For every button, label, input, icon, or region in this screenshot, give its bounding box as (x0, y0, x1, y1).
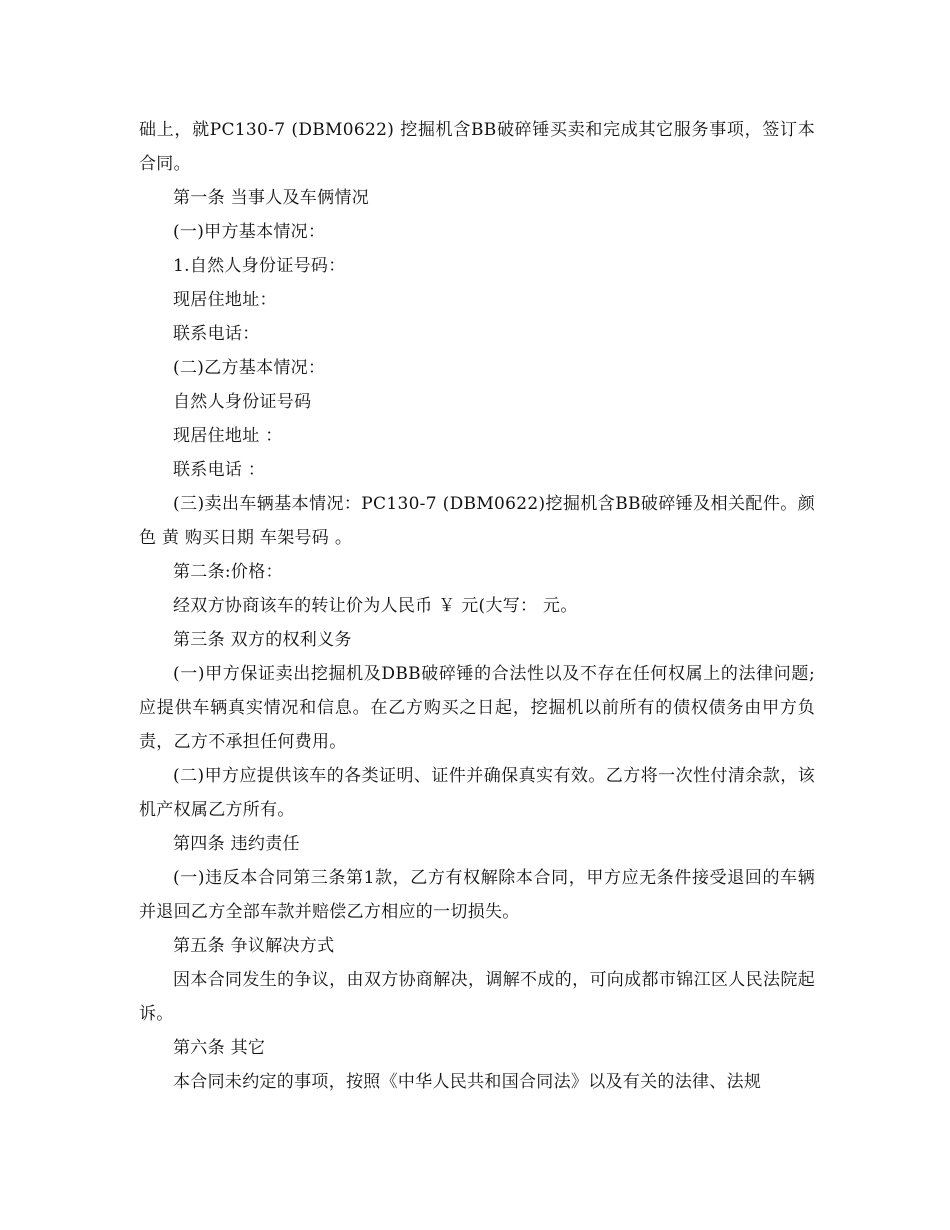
party-b-phone: 联系电话 ： (173, 460, 266, 480)
heading-article-2: 第二条:价格： (173, 562, 283, 582)
party-a-id: 1.自然人身份证号码： (173, 256, 346, 276)
party-b-id: 自然人身份证号码 (173, 392, 312, 412)
dispute-clause: 因本合同发生的争议，由双方协商解决，调解不成的，可向成都市锦江区人民法院起诉。 (139, 970, 815, 1024)
heading-article-4: 第四条 违约责任 (173, 834, 300, 854)
party-a-phone: 联系电话： (173, 324, 260, 344)
party-b-heading: (二)乙方基本情况： (173, 358, 326, 378)
rights-clause-2: (二)甲方应提供该车的各类证明、证件并确保真实有效。乙方将一次性付清余款，该机产权属乙方所有。 (139, 766, 815, 820)
party-b-address: 现居住地址 ： (173, 426, 283, 446)
party-a-heading: (一)甲方基本情况： (173, 222, 326, 242)
document-body (139, 113, 815, 1099)
heading-article-3: 第三条 双方的权利义务 (173, 630, 352, 650)
party-a-address: 现居住地址： (173, 290, 277, 310)
heading-article-6: 第六条 其它 (173, 1038, 266, 1058)
heading-article-5: 第五条 争议解决方式 (173, 936, 335, 956)
paragraph-intro: 础上，就PC130-7 (DBM0622) 挖掘机含BB破碎锤买卖和完成其它服务事项，签订本合同。 (139, 120, 815, 174)
price-clause: 经双方协商该车的转让价为人民币 ￥ 元(大写： 元。 (173, 596, 578, 616)
breach-clause-1: (一)违反本合同第三条第1款，乙方有权解除本合同，甲方应无条件接受退回的车辆并退回乙方全部车款并赔偿乙方相应的一切损失。 (139, 868, 815, 922)
heading-article-1: 第一条 当事人及车俩情况 (173, 188, 370, 208)
rights-clause-1: (一)甲方保证卖出挖掘机及DBB破碎锤的合法性以及不存在任何权属上的法律问题;应提供车辆真实情况和信息。在乙方购买之日起，挖掘机以前所有的债权债务由甲方负责，乙方不承担任何费用。 (139, 664, 815, 752)
other-clause: 本合同未约定的事项，按照《中华人民共和国合同法》以及有关的法律、法规 (173, 1072, 762, 1092)
vehicle-info: (三)卖出车辆基本情况：PC130-7 (DBM0622)挖掘机含BB破碎锤及相关配件。颜 色 黄 购买日期 车架号码 。 (139, 494, 815, 548)
